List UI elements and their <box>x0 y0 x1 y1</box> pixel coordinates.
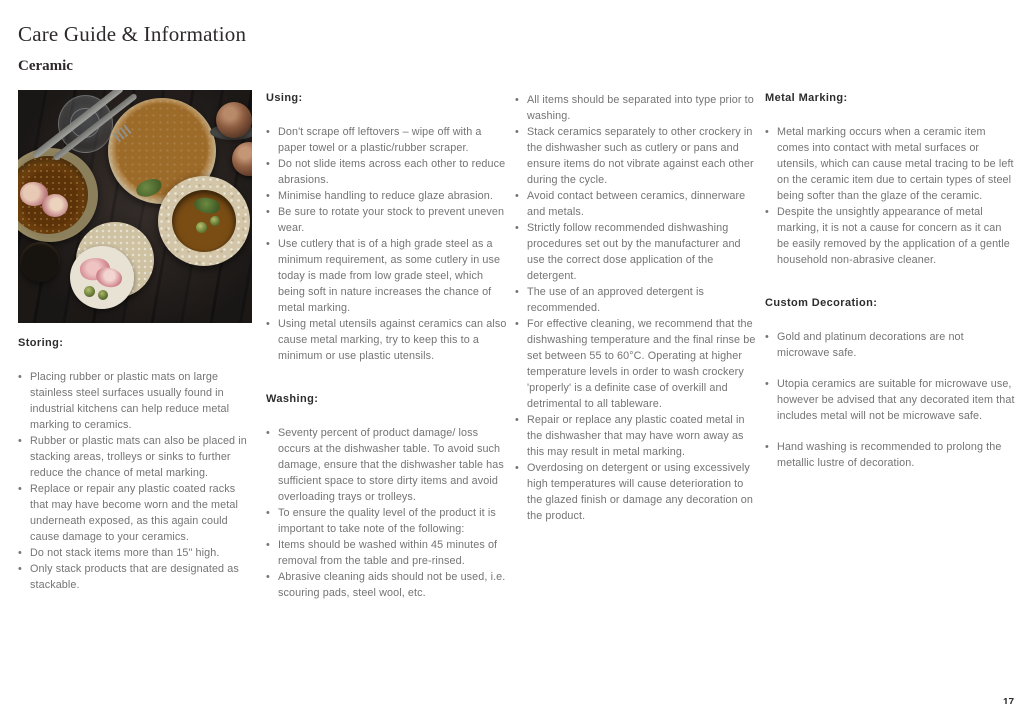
fig-fruit <box>42 194 68 217</box>
bullet-item: • Do not stack items more than 15" high. <box>18 545 256 561</box>
using-heading: Using: <box>266 92 303 104</box>
column-storing <box>18 337 256 622</box>
washing-continued-bullet-list <box>515 92 758 524</box>
section-washing-continued <box>515 92 758 524</box>
bullet-item: • Don't scrape off leftovers – wipe off with a paper towel or a plastic/rubber scraper. <box>266 124 507 156</box>
page-title: Care Guide & Information <box>18 22 247 46</box>
bullet-item: • Avoid contact between ceramics, dinnerware and metals. <box>515 188 758 220</box>
bullet-item: • Placing rubber or plastic mats on large stainless steel surfaces usually found in industrial kitchens can help reduce metal marking to ceramics. <box>18 369 256 433</box>
bullet-item: • Seventy percent of product damage/ loss occurs at the dishwasher table. To avoid such damage, ensure that the dishwasher table has sufficient space to store dirty items and avoid overloading trays or trolleys. <box>266 425 507 505</box>
bullet-item: • Using metal utensils against ceramics can also cause metal marking, try to keep this to a minimum or use plastic utensils. <box>266 316 507 364</box>
storing-heading: Storing: <box>18 337 64 349</box>
olive <box>98 290 108 300</box>
bullet-item: • Only stack products that are designated as stackable. <box>18 561 256 593</box>
bullet-item: • Hand washing is recommended to prolong the metallic lustre of decoration. <box>765 439 1015 471</box>
section-using <box>266 92 507 364</box>
bullet-item: • Abrasive cleaning aids should not be used, i.e. scouring pads, steel wool, etc. <box>266 569 507 601</box>
bullet-item: • Items should be washed within 45 minutes of removal from the table and pre-rinsed. <box>266 537 507 569</box>
bullet-item: • For effective cleaning, we recommend that the dishwashing temperature and the final rinse be set between 55 to 60°C. Operating at higher temperature levels in order to wash crockery 'properly' is a definite case of overkill and detrimental to all tableware. <box>515 316 758 412</box>
metal-marking-bullet-list <box>765 124 1015 268</box>
bullet-item: • Gold and platinum decorations are not microwave safe. <box>765 329 1015 361</box>
storing-bullet-list <box>18 369 256 593</box>
bullet-item: • Repair or replace any plastic coated metal in the dishwasher that may have worn away as this may result in metal marking. <box>515 412 758 460</box>
column-using-washing <box>266 92 507 630</box>
bullet-item: • Rubber or plastic mats can also be placed in stacking areas, trolleys or sinks to further reduce the chance of metal marking. <box>18 433 256 481</box>
section-storing <box>18 337 256 593</box>
bullet-item: • The use of an approved detergent is recommended. <box>515 284 758 316</box>
bullet-item: • Strictly follow recommended dishwashing procedures set out by the manufacturer and use the correct dose application of the detergent. <box>515 220 758 284</box>
bullet-item: • Do not slide items across each other to reduce abrasions. <box>266 156 507 188</box>
copper-pot <box>216 102 252 138</box>
olive <box>196 222 207 233</box>
bullet-item: • Metal marking occurs when a ceramic item comes into contact with metal surfaces or utensils, which can cause metal tracing to be left on the ceramic item due to certain types of steel being softer than the glaze of the ceramic. <box>765 124 1015 204</box>
bullet-item: • Stack ceramics separately to other crockery in the dishwasher such as cutlery or pans and ensure items do not vibrate against each other during the cycle. <box>515 124 758 188</box>
page-number: 17 <box>1003 697 1015 704</box>
olive <box>210 216 220 226</box>
section-metal-marking <box>765 92 1015 268</box>
copper-pot <box>232 142 252 176</box>
bullet-item: • All items should be separated into type prior to washing. <box>515 92 758 124</box>
small-dark-bowl <box>20 242 60 282</box>
ceramic-tableware-photo <box>18 90 252 323</box>
metal-marking-heading: Metal Marking: <box>765 92 848 104</box>
column-washing-continued <box>515 92 758 553</box>
using-bullet-list <box>266 124 507 364</box>
page-subtitle: Ceramic <box>18 58 73 74</box>
olive <box>84 286 95 297</box>
bullet-item: • Utopia ceramics are suitable for microwave use, however be advised that any decorated item that includes metal will not be microwave safe. <box>765 376 1015 424</box>
bullet-item: • Despite the unsightly appearance of metal marking, it is not a cause for concern as it can be easily removed by the application of a gentle household non-abrasive cleaner. <box>765 204 1015 268</box>
washing-heading: Washing: <box>266 393 319 405</box>
bullet-item: • Overdosing on detergent or using excessively high temperatures will cause deterioration to the glazed finish or damage any decoration on the product. <box>515 460 758 524</box>
section-washing <box>266 393 507 601</box>
bullet-item: • Be sure to rotate your stock to prevent uneven wear. <box>266 204 507 236</box>
column-metal-custom <box>765 92 1015 500</box>
bullet-item: • Minimise handling to reduce glaze abrasion. <box>266 188 507 204</box>
washing-bullet-list <box>266 425 507 601</box>
section-custom-decoration <box>765 297 1015 471</box>
bullet-item: • To ensure the quality level of the product it is important to take note of the following: <box>266 505 507 537</box>
bullet-item: • Use cutlery that is of a high grade steel as a minimum requirement, as some cutlery in use today is made from low grade steel, which being soft in nature increases the chance of metal marking. <box>266 236 507 316</box>
bullet-item: • Replace or repair any plastic coated racks that may have become worn and the metal underneath exposed, as this again could cause damage to your ceramics. <box>18 481 256 545</box>
custom-decoration-bullet-list <box>765 329 1015 471</box>
custom-decoration-heading: Custom Decoration: <box>765 297 878 309</box>
